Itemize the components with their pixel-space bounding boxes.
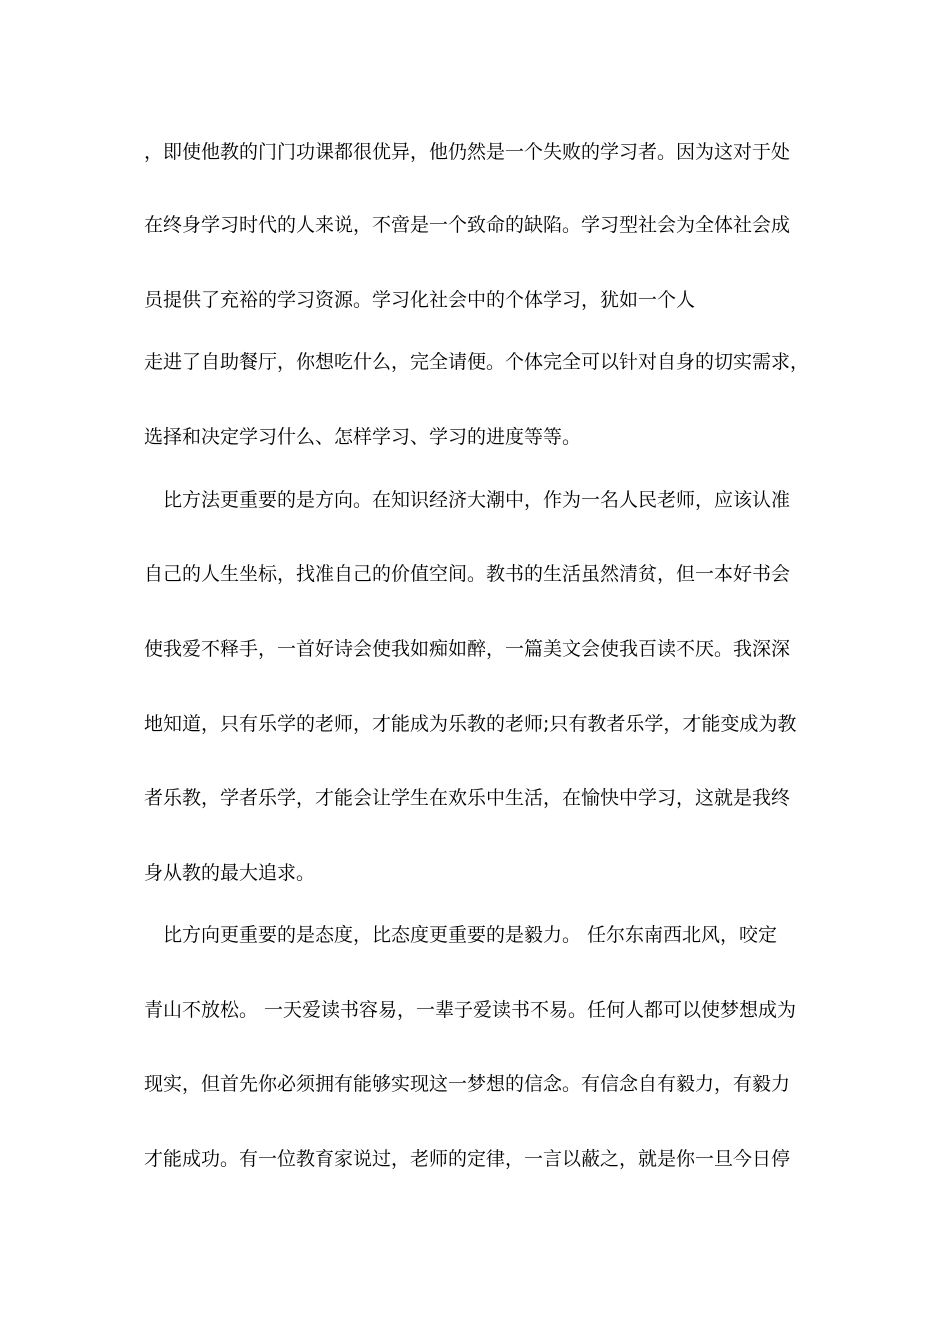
text-line-4: 走进了自助餐厅，你想吃什么，完全请便。个体完全可以针对自身的切实需求， (144, 351, 810, 373)
text-line-6: 比方法更重要的是方向。在知识经济大潮中，作为一名人民老师，应该认准 (144, 489, 791, 511)
text-line-9: 地知道，只有乐学的老师，才能成为乐教的老师;只有教者乐学，才能变成为教 (144, 713, 797, 735)
text-line-8: 使我爱不释手，一首好诗会使我如痴如醉，一篇美文会使我百读不厌。我深深 (144, 638, 791, 660)
text-line-11: 身从教的最大追求。 (144, 862, 316, 884)
text-line-2: 在终身学习时代的人来说，不啻是一个致命的缺陷。学习型社会为全体社会成 (144, 214, 791, 236)
text-line-5: 选择和决定学习什么、怎样学习、学习的进度等等。 (144, 426, 582, 448)
text-line-14: 现实，但首先你必须拥有能够实现这一梦想的信念。有信念自有毅力，有毅力 (144, 1073, 791, 1095)
text-line-12: 比方向更重要的是态度，比态度更重要的是毅力。 任尔东南西北风，咬定 (144, 924, 778, 946)
text-line-3: 员提供了充裕的学习资源。学习化社会中的个体学习，犹如一个人 (144, 289, 696, 311)
text-line-13: 青山不放松。 一天爱读书容易，一辈子爱读书不易。任何人都可以使梦想成为 (144, 999, 797, 1021)
text-line-10: 者乐教，学者乐学，才能会让学生在欢乐中生活，在愉快中学习，这就是我终 (144, 787, 791, 809)
text-line-7: 自己的人生坐标，找准自己的价值空间。教书的生活虽然清贫，但一本好书会 (144, 563, 791, 585)
text-line-15: 才能成功。有一位教育家说过，老师的定律，一言以蔽之，就是你一旦今日停 (144, 1148, 791, 1170)
text-line-1: ，即使他教的门门功课都很优异，他仍然是一个失败的学习者。因为这对于处 (144, 141, 791, 163)
